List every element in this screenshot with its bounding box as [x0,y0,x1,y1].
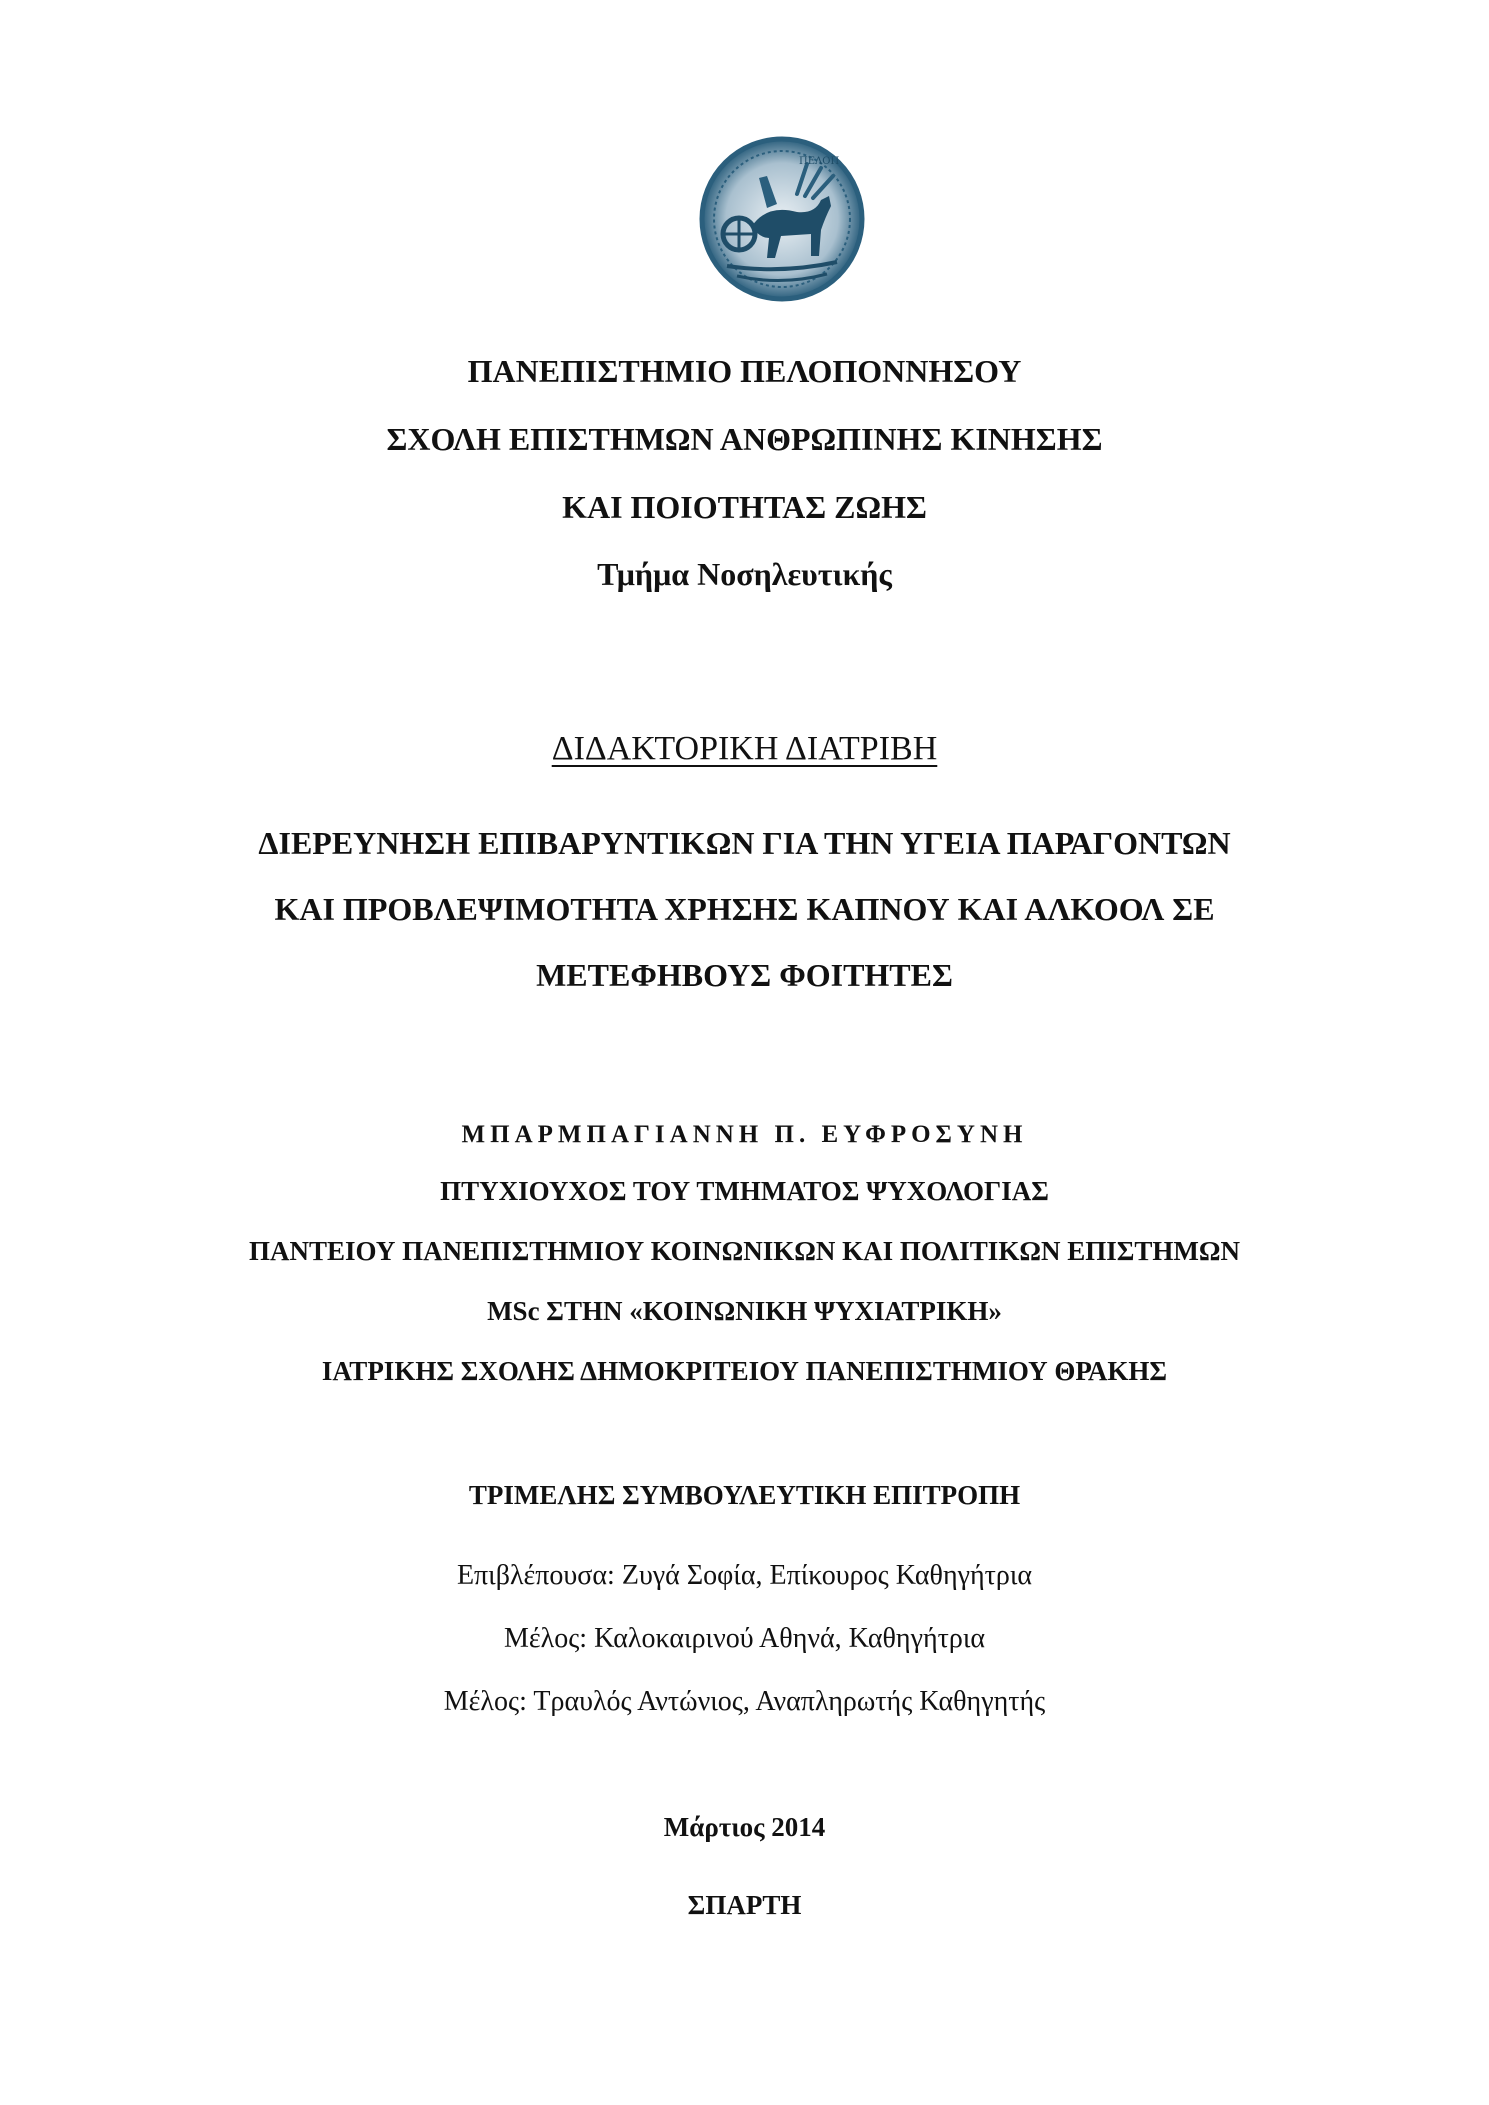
thesis-title-line2: ΚΑΙ ΠΡΟΒΛΕΨΙΜΟΤΗΤΑ ΧΡΗΣΗΣ ΚΑΠΝΟΥ ΚΑΙ ΑΛΚΟΟΛ ΣΕ [274,891,1215,927]
committee-member-3: Μέλος: Τραυλός Αντώνιος, Αναπληρωτής Καθηγητής [443,1686,1046,1717]
svg-text:ΠΕΛΟΠ: ΠΕΛΟΠ [799,156,840,167]
thesis-date: Μάρτιος 2014 [663,1812,826,1842]
author-degree-2-institution: ΙΑΤΡΙΚΗΣ ΣΧΟΛΗΣ ΔΗΜΟΚΡΙΤΕΙΟΥ ΠΑΝΕΠΙΣΤΗΜΙΟΥ ΘΡΑΚΗΣ [321,1356,1168,1386]
thesis-title-line1: ΔΙΕΡΕΥΝΗΣΗ ΕΠΙΒΑΡΥΝΤΙΚΩΝ ΓΙΑ ΤΗΝ ΥΓΕΙΑ ΠΑΡΑΓΟΝΤΩΝ [258,825,1231,861]
committee-heading: ΤΡΙΜΕΛΗΣ ΣΥΜΒΟΥΛΕΥΤΙΚΗ ΕΠΙΤΡΟΠΗ [468,1480,1021,1510]
committee-member-2: Μέλος: Καλοκαιρινού Αθηνά, Καθηγήτρια [503,1623,986,1654]
thesis-place: ΣΠΑΡΤΗ [687,1890,802,1920]
thesis-type-text: ΔΙΔΑΚΤΟΡΙΚΗ ΔΙΑΤΡΙΒΗ [551,730,938,767]
thesis-type-heading [0,732,1489,766]
university-name: ΠΑΝΕΠΙΣΤΗΜΙΟ ΠΕΛΟΠΟΝΝΗΣΟΥ [467,353,1022,389]
thesis-title-line3: ΜΕΤΕΦΗΒΟΥΣ ΦΟΙΤΗΤΕΣ [536,957,953,993]
author-degree-1: ΠΤΥΧΙΟΥΧΟΣ ΤΟΥ ΤΜΗΜΑΤΟΣ ΨΥΧΟΛΟΓΙΑΣ [440,1176,1049,1206]
school-name-line1: ΣΧΟΛΗ ΕΠΙΣΤΗΜΩΝ ΑΝΘΡΩΠΙΝΗΣ ΚΙΝΗΣΗΣ [386,421,1103,457]
department-name: Τμήμα Νοσηλευτικής [597,556,892,592]
university-seal-logo [697,134,867,304]
author-degree-1-institution: ΠΑΝΤΕΙΟΥ ΠΑΝΕΠΙΣΤΗΜΙΟΥ ΚΟΙΝΩΝΙΚΩΝ ΚΑΙ ΠΟΛΙΤΙΚΩΝ ΕΠΙΣΤΗΜΩΝ [249,1236,1240,1266]
committee-member-supervisor: Επιβλέπουσα: Ζυγά Σοφία, Επίκουρος Καθηγήτρια [456,1560,1033,1591]
school-name-line2: ΚΑΙ ΠΟΙΟΤΗΤΑΣ ΖΩΗΣ [562,489,927,525]
author-name: ΜΠΑΡΜΠΑΓΙΑΝΝΗ Π. ΕΥΦΡΟΣΥΝΗ [461,1121,1028,1148]
author-degree-2: MSc ΣΤΗΝ «ΚΟΙΝΩΝΙΚΗ ΨΥΧΙΑΤΡΙΚΗ» [487,1296,1002,1326]
